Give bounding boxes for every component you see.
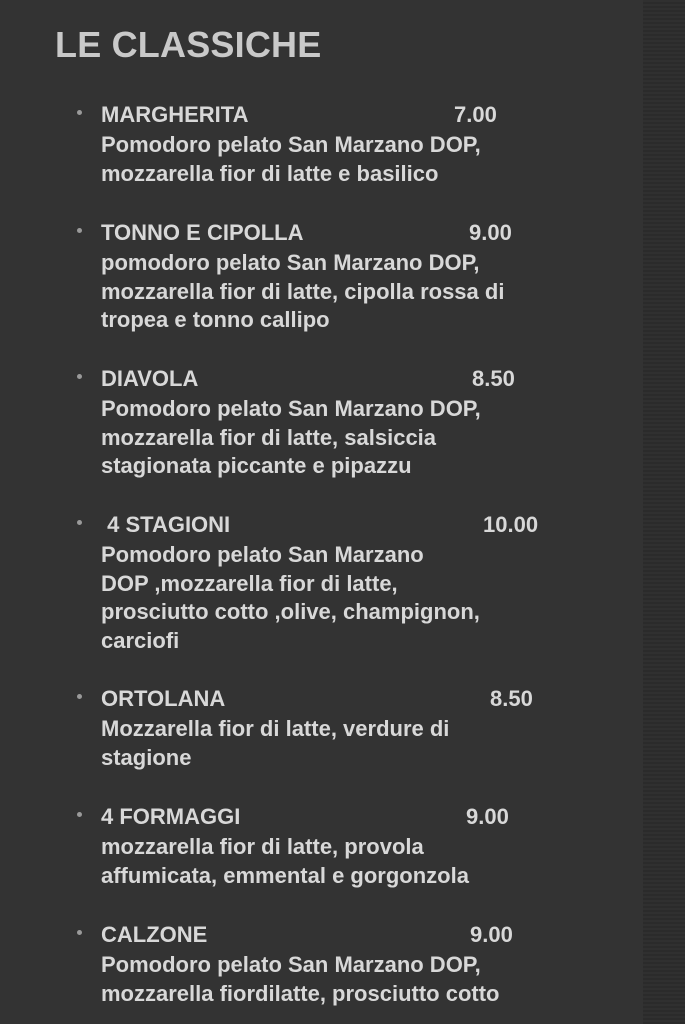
item-description bbox=[101, 541, 480, 655]
item-description-line: Pomodoro pelato San Marzano DOP, bbox=[101, 396, 481, 421]
item-price: 9.00 bbox=[470, 922, 513, 947]
item-name: 4 STAGIONI bbox=[101, 512, 231, 537]
bullet-icon bbox=[77, 228, 82, 233]
item-name: MARGHERITA bbox=[101, 102, 249, 127]
item-description-line: Mozzarella fior di latte, verdure di bbox=[101, 716, 450, 741]
item-description-line: stagionata piccante e pipazzu bbox=[101, 453, 412, 479]
item-description-line: mozzarella fiordilatte, prosciutto cotto bbox=[101, 980, 500, 1006]
item-description-line: tropea e tonno callipo bbox=[101, 307, 330, 333]
item-description-line: mozzarella fior di latte, provola bbox=[101, 834, 424, 859]
bullet-icon bbox=[77, 374, 82, 379]
item-price: 9.00 bbox=[469, 220, 512, 245]
item-price: 9.00 bbox=[466, 804, 509, 829]
item-description-line: prosciutto cotto ,olive, champignon, bbox=[101, 599, 480, 625]
item-description-line: mozzarella fior di latte, salsiccia bbox=[101, 424, 437, 450]
item-description-line: mozzarella fior di latte, cipolla rossa di bbox=[101, 278, 505, 304]
bullet-icon bbox=[77, 812, 82, 817]
item-description-line: DOP ,mozzarella fior di latte, bbox=[101, 570, 398, 596]
item-description-line: Pomodoro pelato San Marzano DOP, bbox=[101, 952, 481, 977]
page-edge-texture bbox=[643, 0, 685, 1024]
bullet-icon bbox=[77, 930, 82, 935]
item-description-line: affumicata, emmental e gorgonzola bbox=[101, 862, 469, 888]
bullet-icon bbox=[77, 520, 82, 525]
item-description bbox=[101, 715, 449, 772]
item-description-line: Pomodoro pelato San Marzano bbox=[101, 542, 424, 567]
page-title: LE CLASSICHE bbox=[55, 24, 322, 65]
item-description bbox=[101, 131, 481, 188]
item-name: CALZONE bbox=[101, 922, 208, 947]
item-price: 7.00 bbox=[454, 102, 497, 127]
item-description-line: stagione bbox=[101, 744, 192, 770]
bullet-icon bbox=[77, 110, 82, 115]
item-description bbox=[101, 833, 469, 890]
item-description bbox=[101, 951, 499, 1008]
item-name: 4 FORMAGGI bbox=[101, 804, 241, 829]
item-name: TONNO E CIPOLLA bbox=[101, 220, 304, 245]
item-description bbox=[101, 249, 504, 335]
bullet-icon bbox=[77, 694, 82, 699]
item-description-line: pomodoro pelato San Marzano DOP, bbox=[101, 250, 480, 275]
item-price: 8.50 bbox=[490, 686, 533, 711]
item-description-line: mozzarella fior di latte e basilico bbox=[101, 160, 439, 186]
item-description bbox=[101, 395, 481, 481]
item-price: 8.50 bbox=[472, 366, 515, 391]
item-description-line: Pomodoro pelato San Marzano DOP, bbox=[101, 132, 481, 157]
item-name: ORTOLANA bbox=[101, 686, 226, 711]
item-description-line: carciofi bbox=[101, 627, 180, 653]
item-price: 10.00 bbox=[483, 512, 539, 537]
item-name: DIAVOLA bbox=[101, 366, 199, 391]
